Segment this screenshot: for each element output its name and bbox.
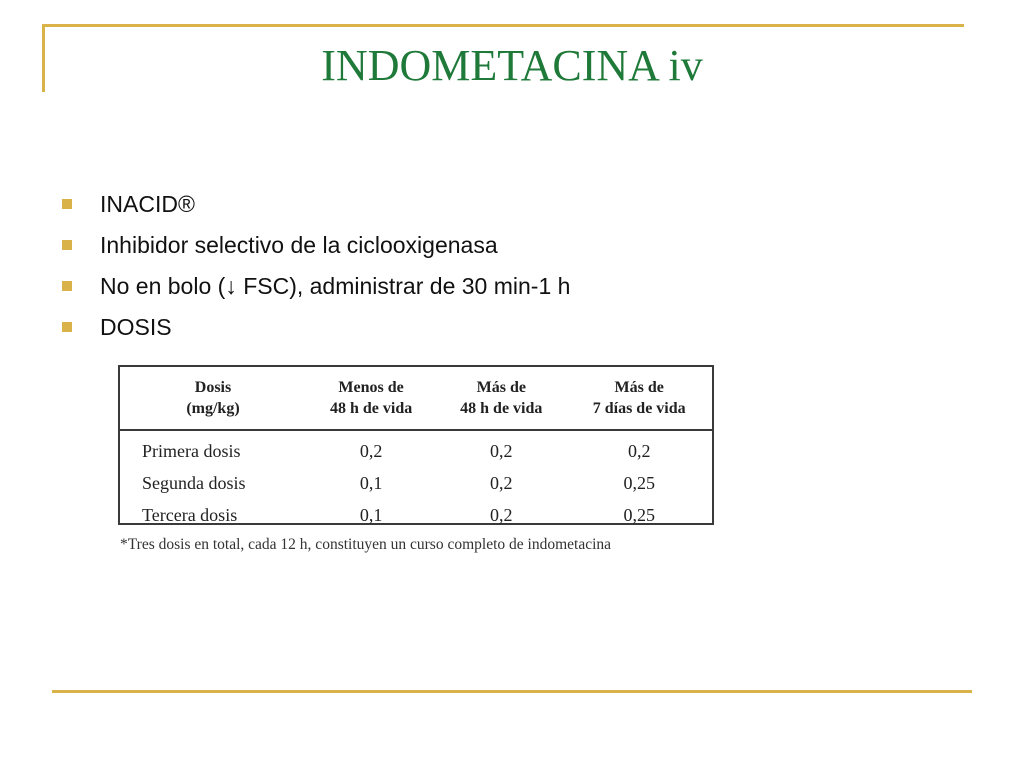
header-over-7d: [566, 367, 712, 430]
table-cell: 0,2: [490, 472, 513, 493]
header-line: Menos de: [338, 379, 404, 396]
header-line: Más de: [476, 379, 526, 396]
frame-top-line: [42, 24, 964, 27]
bullet-item: [62, 186, 570, 227]
header-dose: [120, 367, 306, 430]
bullet-item: [62, 227, 570, 268]
header-line: Dosis: [194, 379, 232, 396]
dose-table: [120, 367, 712, 531]
header-line: Más de: [614, 379, 664, 396]
bullet-text: No en bolo (↓ FSC), administrar de 30 min-1 h: [100, 273, 571, 299]
table-cell: 0,25: [623, 472, 655, 493]
header-line: 7 días de vida: [592, 400, 686, 417]
bullet-list: [62, 186, 570, 350]
table-cell: 0,2: [490, 504, 513, 525]
table-cell: 0,2: [490, 440, 513, 461]
table-row: [120, 467, 712, 499]
slide-title: INDOMETACINA iv: [321, 41, 703, 90]
bullet-item: [62, 268, 570, 309]
header-over-48h: [436, 367, 566, 430]
table-footnote: *Tres dosis en total, cada 12 h, constituyen un curso completo de indometacina: [120, 536, 612, 553]
table-row: [120, 499, 712, 531]
row-label: Tercera dosis: [142, 504, 238, 525]
table-cell: 0,2: [627, 440, 651, 461]
table-row: [120, 430, 712, 467]
table-header-row: [120, 367, 712, 430]
row-label: Segunda dosis: [142, 472, 246, 493]
bullet-item: [62, 309, 570, 350]
frame-bottom-line: [52, 690, 972, 693]
square-bullet-icon: [62, 240, 72, 250]
square-bullet-icon: [62, 281, 72, 291]
dose-table-frame: [118, 365, 714, 525]
table-cell: 0,1: [359, 472, 383, 493]
header-line: 48 h de vida: [460, 400, 543, 417]
square-bullet-icon: [62, 322, 72, 332]
table-cell: 0,1: [359, 504, 383, 525]
header-under-48h: [306, 367, 436, 430]
square-bullet-icon: [62, 199, 72, 209]
table-cell: 0,2: [359, 440, 383, 461]
row-label: Primera dosis: [142, 440, 241, 461]
bullet-text: Inhibidor selectivo de la ciclooxigenasa: [100, 232, 498, 258]
table-cell: 0,25: [623, 504, 655, 525]
bullet-text: DOSIS: [100, 314, 172, 340]
bullet-text: INACID®: [100, 191, 195, 217]
header-line: 48 h de vida: [329, 400, 413, 417]
header-line: (mg/kg): [186, 400, 240, 417]
